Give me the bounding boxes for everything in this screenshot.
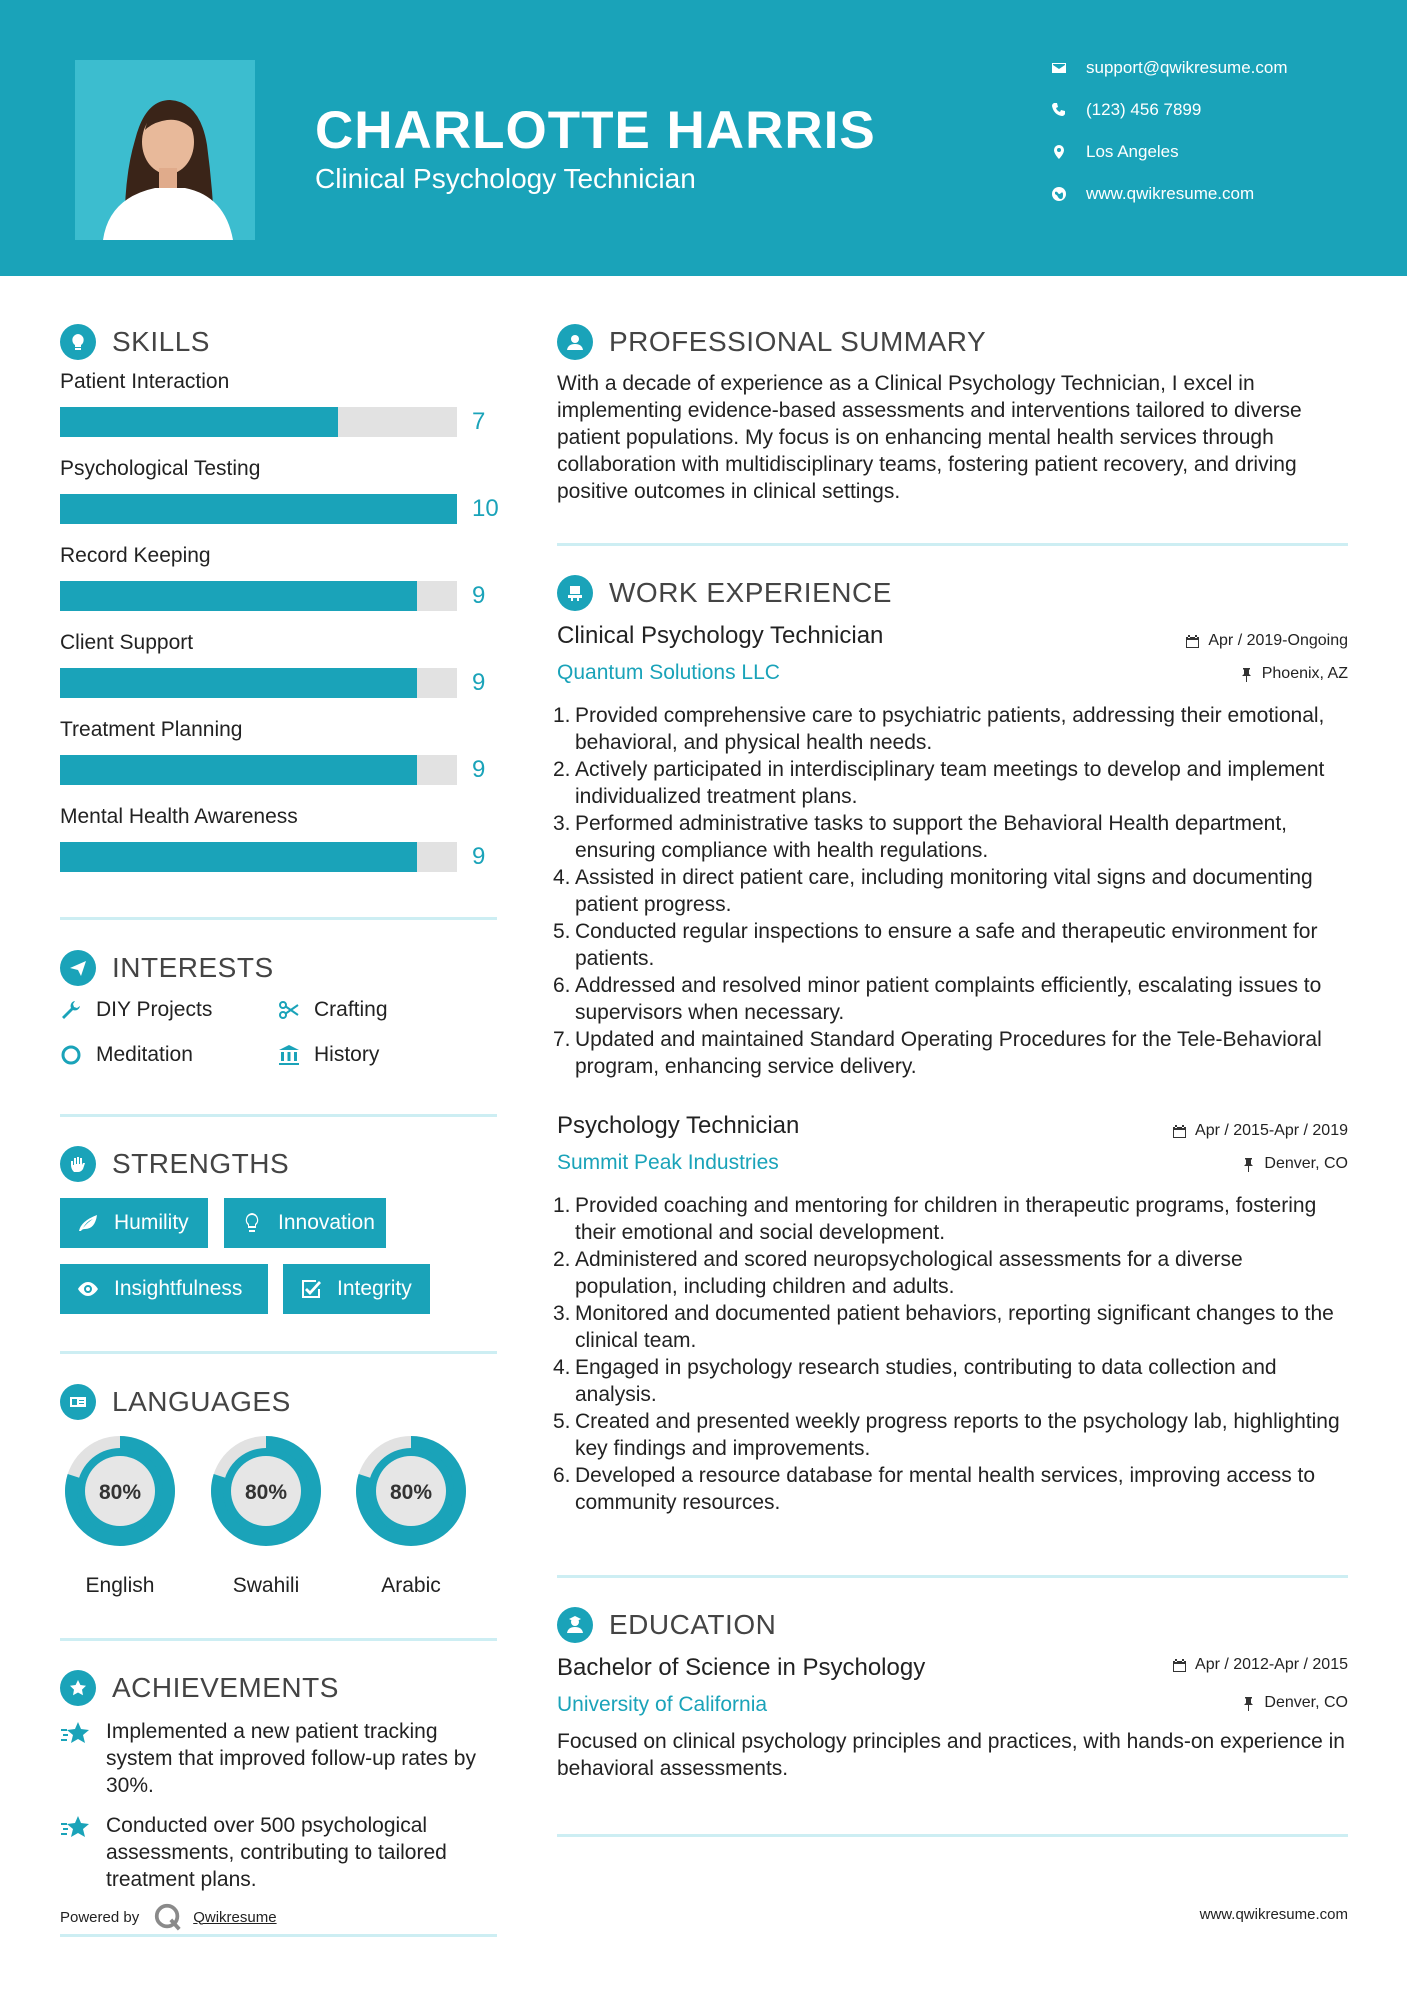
language-item: [350, 1430, 472, 1598]
divider: [60, 917, 497, 920]
phone-text: (123) 456 7899: [1086, 100, 1202, 119]
graduate-icon: [557, 1607, 593, 1643]
skill-value: 9: [472, 756, 486, 783]
wrench-icon: [60, 999, 82, 1021]
star-badge-icon: [60, 1670, 96, 1706]
star-icon: [60, 1720, 92, 1748]
language-percent: 80%: [98, 1481, 142, 1504]
achievement-item: [60, 1718, 500, 1799]
strength-label: Humility: [114, 1211, 189, 1234]
strength-badge: [224, 1198, 386, 1248]
eye-icon: [76, 1277, 100, 1301]
leaf-icon: [76, 1211, 100, 1235]
skill-bar: [60, 581, 457, 611]
portrait-image: [75, 60, 255, 240]
bullet-number: 1.: [553, 1194, 571, 1217]
education-location: [1241, 1694, 1348, 1712]
bullet-text: Created and presented weekly progress reports to the psychology lab, highlighting key findings and improvements.: [575, 1410, 1340, 1460]
job-bullets: [553, 702, 1343, 1080]
bullet-text: Updated and maintained Standard Operating Procedures for the Tele-Behavioral program, enhancing service delivery.: [575, 1028, 1322, 1078]
divider: [60, 1114, 497, 1117]
calendar-icon: [1185, 634, 1200, 649]
job-bullet: [553, 1408, 1343, 1462]
bullet-text: Provided comprehensive care to psychiatric patients, addressing their emotional, behavioral, and physical health needs.: [575, 704, 1325, 754]
bullet-number: 4.: [553, 866, 571, 889]
contact-website[interactable]: [1050, 184, 1370, 204]
interest-item: [60, 998, 212, 1022]
divider: [557, 1575, 1348, 1578]
check-square-icon: [299, 1277, 323, 1301]
divider: [60, 1351, 497, 1354]
star-icon: [60, 1814, 92, 1842]
summary-heading: [557, 324, 986, 360]
briefcase-chair-icon: [557, 575, 593, 611]
skill-bar: [60, 755, 457, 785]
achievements-heading: [60, 1670, 339, 1706]
strengths-title: STRENGTHS: [112, 1148, 290, 1179]
skill-value: 10: [472, 495, 499, 522]
bullet-number: 3.: [553, 1302, 571, 1325]
language-percent: 80%: [389, 1481, 433, 1504]
bullet-number: 5.: [553, 1410, 571, 1433]
skill-bar-fill: [60, 407, 338, 437]
bullet-number: 6.: [553, 974, 571, 997]
globe-icon: [1050, 185, 1068, 203]
divider: [60, 1638, 497, 1641]
school-name: University of California: [557, 1693, 768, 1716]
job-bullet: [553, 1246, 1343, 1300]
interests-heading: [60, 950, 274, 986]
skill-bar: [60, 842, 457, 872]
strength-badge: [60, 1198, 208, 1248]
language-name: Arabic: [381, 1574, 441, 1597]
bullet-number: 7.: [553, 1028, 571, 1051]
summary-text: With a decade of experience as a Clinical Psychology Technician, I excel in implementing evidence-based assessments and interventions tailored to diverse patient populations. My focus is on enhancing mental health services through collaboration with multidisciplinary teams, fostering patient recovery, and driving positive outcomes in clinical settings.: [557, 372, 1302, 503]
education-text: Focused on clinical psychology principles and practices, with hands-on experience in behavioral assessments.: [557, 1730, 1345, 1780]
job-bullet: [553, 810, 1343, 864]
interest-label: Meditation: [96, 1043, 193, 1066]
strength-badge: [283, 1264, 430, 1314]
skill-label: Patient Interaction: [60, 370, 230, 393]
scissors-icon: [278, 999, 300, 1021]
skill-bar-fill: [60, 755, 417, 785]
skill-label: Psychological Testing: [60, 457, 261, 480]
contact-email[interactable]: [1050, 58, 1370, 78]
language-name: Swahili: [232, 1574, 300, 1597]
strength-label: Integrity: [337, 1277, 412, 1300]
bullet-number: 3.: [553, 812, 571, 835]
skill-bar: [60, 407, 457, 437]
interest-item: [278, 998, 388, 1022]
skill-bar-fill: [60, 668, 417, 698]
powered-by: [60, 1902, 277, 1932]
strength-badge: [60, 1264, 268, 1314]
skill-bar: [60, 494, 457, 524]
language-donut: [205, 1430, 327, 1552]
strength-label: Innovation: [278, 1211, 375, 1234]
bullet-number: 2.: [553, 1248, 571, 1271]
bullet-text: Developed a resource database for mental health services, improving access to community resources.: [575, 1464, 1316, 1514]
location-text: Los Angeles: [1086, 142, 1179, 161]
achievement-text: Implemented a new patient tracking system that improved follow-up rates by 30%.: [106, 1720, 476, 1797]
job-bullet: [553, 918, 1343, 972]
skill-label: Treatment Planning: [60, 718, 243, 741]
languages-title: LANGUAGES: [112, 1386, 291, 1417]
profile-photo: [75, 60, 255, 240]
skill-bar-fill: [60, 581, 417, 611]
skill-bar: [60, 668, 457, 698]
bullet-text: Performed administrative tasks to support the Behavioral Health department, ensuring compliance with health regulations.: [575, 812, 1288, 862]
bullet-number: 5.: [553, 920, 571, 943]
job-location: [1241, 1155, 1348, 1173]
job-bullet: [553, 1026, 1343, 1080]
company-name: Summit Peak Industries: [557, 1151, 779, 1174]
map-pin-icon: [1050, 143, 1068, 161]
calendar-icon: [1172, 1124, 1187, 1139]
company-name: Quantum Solutions LLC: [557, 661, 780, 684]
job-bullet: [553, 972, 1343, 1026]
job-bullet: [553, 1300, 1343, 1354]
job-bullet: [553, 1462, 1343, 1516]
footer-website-link[interactable]: www.qwikresume.com: [1199, 1906, 1348, 1923]
skill-label: Client Support: [60, 631, 194, 654]
qwikresume-logo-icon: [153, 1902, 183, 1932]
user-icon: [557, 324, 593, 360]
website-text: www.qwikresume.com: [1086, 184, 1255, 203]
bullet-number: 2.: [553, 758, 571, 781]
circle-icon: [60, 1044, 82, 1066]
lightbulb-icon: [60, 324, 96, 360]
job-dates-text: Apr / 2015-Apr / 2019: [1195, 1122, 1348, 1139]
bullet-text: Addressed and resolved minor patient complaints efficiently, escalating issues to supervisors when necessary.: [575, 974, 1322, 1024]
summary-title: PROFESSIONAL SUMMARY: [609, 326, 987, 357]
skill-label: Record Keeping: [60, 544, 211, 567]
job-title: Psychology Technician: [557, 1112, 800, 1139]
experience-heading: [557, 575, 892, 611]
bullet-text: Actively participated in interdisciplinary team meetings to develop and implement individualized treatment plans.: [575, 758, 1325, 808]
job-bullet: [553, 702, 1343, 756]
bullet-number: 6.: [553, 1464, 571, 1487]
languages-heading: [60, 1384, 291, 1420]
job-location-text: Denver, CO: [1264, 1155, 1348, 1172]
header-banner: [0, 0, 1407, 276]
bullet-text: Administered and scored neuropsychological assessments for a diverse population, including children and adults.: [575, 1248, 1243, 1298]
job-location-text: Phoenix, AZ: [1261, 665, 1348, 682]
language-percent: 80%: [244, 1481, 288, 1504]
divider: [60, 1934, 497, 1937]
interests-title: INTERESTS: [112, 952, 274, 983]
bullet-text: Engaged in psychology research studies, contributing to data collection and analysis.: [575, 1356, 1277, 1406]
language-donut: [59, 1430, 181, 1552]
language-item: [59, 1430, 181, 1598]
hand-icon: [60, 1146, 96, 1182]
skill-value: 9: [472, 843, 486, 870]
education-title: EDUCATION: [609, 1609, 777, 1640]
bullet-text: Provided coaching and mentoring for children in therapeutic programs, fostering their emotional and social development.: [575, 1194, 1317, 1244]
interest-item: [278, 1043, 379, 1067]
job-dates: [1172, 1122, 1348, 1140]
bullet-text: Monitored and documented patient behaviors, reporting significant changes to the clinical team.: [575, 1302, 1334, 1352]
contact-phone[interactable]: [1050, 100, 1370, 120]
pin-icon: [1241, 1696, 1256, 1711]
skill-value: 9: [472, 582, 486, 609]
job-bullets: [553, 1192, 1343, 1516]
achievement-item: [60, 1812, 500, 1893]
language-icon: [60, 1384, 96, 1420]
bullet-number: 1.: [553, 704, 571, 727]
bullet-number: 4.: [553, 1356, 571, 1379]
candidate-name: CHARLOTTE HARRIS: [315, 101, 876, 160]
experience-title: WORK EXPERIENCE: [609, 577, 892, 608]
skills-title: SKILLS: [112, 326, 210, 357]
interest-label: History: [314, 1043, 380, 1066]
divider: [557, 1834, 1348, 1837]
museum-icon: [278, 1044, 300, 1066]
envelope-icon: [1050, 59, 1068, 77]
job-location: [1239, 665, 1348, 683]
skill-value: 7: [472, 408, 486, 435]
education-heading: [557, 1607, 776, 1643]
language-item: [205, 1430, 327, 1598]
qwikresume-link[interactable]: Qwikresume: [193, 1908, 277, 1926]
interest-label: DIY Projects: [96, 998, 213, 1021]
language-name: English: [85, 1574, 155, 1597]
interest-item: [60, 1043, 193, 1067]
education-dates-text: Apr / 2012-Apr / 2015: [1195, 1656, 1348, 1673]
job-bullet: [553, 864, 1343, 918]
pin-icon: [1241, 1157, 1256, 1172]
job-dates: [1185, 632, 1348, 650]
email-text: support@qwikresume.com: [1086, 58, 1288, 77]
strength-label: Insightfulness: [114, 1277, 243, 1300]
phone-icon: [1050, 101, 1068, 119]
powered-by-text: Powered by: [60, 1908, 140, 1926]
lightbulb-icon: [240, 1211, 264, 1235]
interest-label: Crafting: [314, 998, 388, 1021]
calendar-icon: [1172, 1658, 1187, 1673]
achievement-text: Conducted over 500 psychological assessments, contributing to tailored treatment plans.: [106, 1814, 447, 1891]
job-bullet: [553, 1354, 1343, 1408]
skill-label: Mental Health Awareness: [60, 805, 298, 828]
skill-value: 9: [472, 669, 486, 696]
education-dates: [1172, 1656, 1348, 1674]
paper-plane-icon: [60, 950, 96, 986]
job-dates-text: Apr / 2019-Ongoing: [1208, 632, 1348, 649]
bullet-text: Conducted regular inspections to ensure a safe and therapeutic environment for patients.: [575, 920, 1318, 970]
strengths-heading: [60, 1146, 289, 1182]
pin-icon: [1239, 667, 1254, 682]
skills-heading: [60, 324, 210, 360]
job-bullet: [553, 1192, 1343, 1246]
education-location-text: Denver, CO: [1264, 1694, 1348, 1711]
divider: [557, 543, 1348, 546]
candidate-title: Clinical Psychology Technician: [315, 163, 696, 194]
contact-location: [1050, 142, 1370, 162]
achievements-title: ACHIEVEMENTS: [112, 1672, 339, 1703]
language-donut: [350, 1430, 472, 1552]
job-title: Clinical Psychology Technician: [557, 622, 884, 649]
degree-title: Bachelor of Science in Psychology: [557, 1654, 926, 1681]
skill-bar-fill: [60, 842, 417, 872]
skill-bar-fill: [60, 494, 457, 524]
job-bullet: [553, 756, 1343, 810]
bullet-text: Assisted in direct patient care, including monitoring vital signs and documenting patient progress.: [575, 866, 1313, 916]
